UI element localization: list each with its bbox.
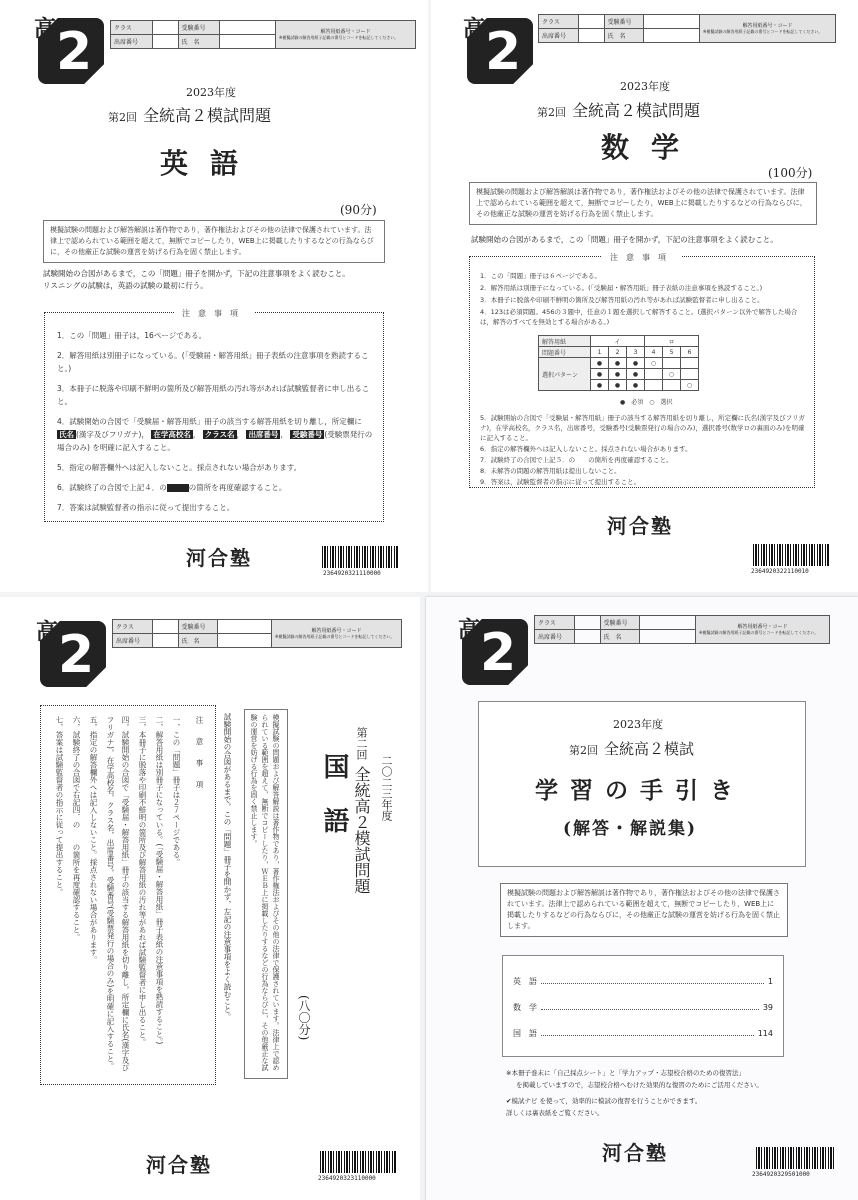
seat-label: 出席番号 [113, 634, 153, 648]
note-1: 1．この「問題」冊子は，16ページである。 [57, 331, 207, 340]
toc-subject: 国 語 [513, 1028, 537, 1038]
notes-title: 注意事項 [602, 253, 682, 262]
hl-exam: 受験番号 [292, 430, 323, 439]
qnum: 1 [591, 347, 609, 358]
note-4-exam: (受験票発行の場合のみ) [57, 430, 373, 452]
seat-field[interactable] [574, 630, 600, 644]
toc-row[interactable] [513, 968, 773, 994]
legend-required: ● 必須 [620, 399, 644, 406]
seat-label: 出席番号 [111, 35, 153, 49]
english-cover [0, 0, 428, 592]
code-box [696, 616, 830, 644]
seat-label: 出席番号 [535, 630, 575, 644]
instruction-lead: 試験開始の合図があるまで，この「問題」冊子を開かず，下記の注意事項をよく読むこと。 [43, 269, 350, 278]
guide-subtitle: (解答・解説集) [563, 819, 698, 839]
seat-label: 出席番号 [539, 29, 579, 43]
name-label: 氏 名 [178, 35, 220, 49]
class-label: クラス [535, 616, 575, 630]
note-9: 9．答案は，試験監督者の指示に従って提出すること。 [480, 478, 641, 486]
math-cover [431, 0, 858, 592]
grade-kanji: 高 [36, 619, 59, 645]
code-note: ※模擬試験の解答用紙子記載の番号とコードを転記してください。 [275, 633, 395, 639]
footnote-3: ✔模試ナビ を使って，効率的に模試の復習を行うことができます。 [506, 1097, 702, 1105]
qnum: 5 [663, 347, 681, 358]
name-field[interactable] [218, 634, 272, 648]
title-frame [478, 701, 806, 867]
req-dot: ● [609, 380, 627, 391]
note-1: 1．この「問題」冊子は６ページである。 [480, 272, 602, 280]
guide-title: 学習の手引き [535, 777, 745, 804]
grade-number: 2 [58, 625, 95, 685]
note-7: 7．答案は試験監督者の指示に従って提出すること。 [57, 503, 235, 512]
sel-dot: ○ [681, 380, 699, 391]
req-dot: ● [627, 380, 645, 391]
exam-round [350, 727, 373, 894]
note-6: 六，試験終了の合図で右記四．の の箇所を再度確認すること。 [72, 716, 81, 941]
copyright-notice: 模擬試験の問題および解答解説は著作物であり，著作権法およびその他の法律で保護されています。法律上で認められている範囲を超えて，無断でコピーしたり，ＷＥＢ上に掲載したりするなどの行為ならびに，その他厳正な試験の運営を妨げる行為を固く禁止します。 [244, 709, 288, 1079]
exam-year: 2023年度 [620, 80, 670, 93]
req-dot: ● [609, 369, 627, 380]
copyright-notice: 模擬試験の問題および解答解説は著作物であり，著作権法およびその他の法律で保護されています。法律上で認められている範囲を超えて，無断でコピーしたり，WEB上に掲載したりするなどの行為ならびに，その他厳正な試験の運営を妨げる行為を固く禁止します。 [500, 883, 788, 937]
notes-box [469, 253, 815, 488]
req-dot: ● [591, 369, 609, 380]
note-7: 七，答案は試験監督者の指示に従って提出すること。 [55, 716, 64, 896]
name-field[interactable] [644, 29, 700, 43]
req-dot: ● [627, 358, 645, 369]
grade-number: 2 [480, 623, 517, 683]
subject-title: 数学 [601, 131, 702, 164]
class-field[interactable] [578, 15, 604, 29]
note-2: 2．解答用紙は別冊子になっている。(「受験届・解答用紙」冊子表紙の注意事項を熟読すること。) [57, 351, 369, 373]
exam-no-field[interactable] [220, 21, 276, 35]
exam-no-label: 受験番号 [178, 21, 220, 35]
sel-dot: ○ [663, 369, 681, 380]
hl-school: 在学高校名 [153, 430, 191, 439]
footnote-1: ※本冊子巻末に「自己採点シート」と「学力アップ・志望校合格のための復習法」 [506, 1069, 745, 1077]
toc-subject: 英 語 [513, 976, 537, 986]
grade-badge [456, 613, 528, 685]
class-field[interactable] [574, 616, 600, 630]
round-number: 第2回 [537, 106, 566, 119]
note-6: 6．指定の解答欄外へは記入しないこと。採点されない場合があります。 [480, 445, 692, 453]
grade-kanji: 高 [34, 16, 57, 42]
round-number: 第2回 [569, 744, 598, 757]
student-info-table [112, 619, 402, 648]
grade-badge [32, 12, 104, 84]
exam-minutes: (90分) [340, 203, 377, 217]
seat-field[interactable] [152, 634, 178, 648]
qnum: 6 [681, 347, 699, 358]
req-dot: ● [591, 358, 609, 369]
hl-name: 氏名 [59, 430, 74, 439]
hl-class: クラス名 [204, 430, 235, 439]
exam-round [108, 103, 271, 126]
pattern-label: 選択パターン [539, 358, 591, 391]
exam-year: 二〇二三年度 [380, 755, 393, 821]
toc-page: 39 [762, 1002, 773, 1012]
barcode-number: 2364920322110010 [751, 568, 809, 575]
legend [620, 397, 673, 406]
instruction-lead: 試験開始の合図があるまで，この「問題」冊子を開かず，下記の注意事項をよく読むこと。 [471, 235, 778, 244]
publisher-logo: 河合塾 [607, 514, 673, 538]
student-info-table [534, 615, 830, 644]
round-number: 第2回 [108, 111, 137, 124]
round-title: 全統高２模試問題 [143, 106, 272, 125]
round-title: 全統高２模試 [604, 740, 695, 758]
note-3: 3．本冊子に脱落や印刷不鮮明の箇所及び解答用紙の汚れ等があれば試験監督者に申し出ること。 [480, 296, 764, 304]
exam-no-label: 受験番号 [604, 15, 644, 29]
exam-minutes: (100分) [768, 166, 813, 180]
note-7: 7．試験終了の合図で上記５．の の箇所を再度確認すること。 [480, 456, 673, 464]
note-4-kanji: (漢字及びフリガナ)， [76, 430, 149, 439]
grade-kanji: 高 [463, 16, 486, 42]
seat-field[interactable] [152, 35, 178, 49]
name-field[interactable] [640, 630, 696, 644]
code-note: ※模擬試験の解答用紙子記載の番号とコードを転記してください。 [279, 34, 399, 40]
grade-number: 2 [485, 22, 522, 82]
round-number: 第二回 [355, 727, 368, 760]
code-box [700, 15, 836, 43]
grade-badge [34, 615, 106, 687]
exam-year: 2023年度 [613, 718, 663, 731]
toc-row[interactable] [513, 1020, 773, 1046]
note-2: 2．解答用紙は別冊子になっている。(「受験届・解答用紙」冊子表紙の注意事項を熟読すること。) [480, 284, 763, 292]
note-2: 二，解答用紙は別冊子になっている。(「受験届・解答用紙」冊子表紙の注意事項を熟読すること。) [155, 716, 164, 1045]
sel-dot: ○ [645, 358, 663, 369]
note-6 [57, 481, 373, 494]
grade-badge [461, 12, 533, 84]
toc-subject: 数 学 [513, 1002, 537, 1012]
barcode-number: 2364920329501000 [752, 1171, 810, 1178]
hl-seat: 出席番号 [248, 430, 279, 439]
grade-number: 2 [56, 22, 93, 82]
exam-round [537, 98, 700, 121]
publisher-logo: 河合塾 [146, 1153, 212, 1177]
toc-row[interactable] [513, 994, 773, 1020]
exam-round [569, 738, 694, 759]
publisher-logo: 河合塾 [186, 546, 252, 570]
note-4: 四，試験開始の合図で「受験届・解答用紙」冊子の該当する解答用紙を切り離し，所定欄に氏名(漢字及びフリガナ)，在学高校名，クラス名，出席番号，受験番号(受験票発行の場合のみ)を明確に記入すること。 [106, 716, 130, 1072]
code-note: ※模擬試験の解答用紙子記載の番号とコードを転記してください。 [703, 28, 823, 34]
class-label: クラス [111, 21, 153, 35]
sheet-label: 解答用紙 [539, 336, 591, 347]
grade-kanji: 高 [458, 617, 481, 643]
code-title: 解答用紙番号・コード [737, 623, 788, 630]
seat-field[interactable] [578, 29, 604, 43]
round-title: 全統高２模試問題 [572, 101, 701, 120]
subject-title: 国語 [319, 753, 349, 861]
exam-no-label: 受験番号 [178, 620, 218, 634]
name-label: 氏 名 [600, 630, 640, 644]
note-3: 3．本冊子に脱落や印刷不鮮明の箇所及び解答用紙の汚れ等があれば試験監督者に申し出ること。 [57, 384, 370, 406]
exam-no-field[interactable] [640, 616, 696, 630]
qnum: 3 [627, 347, 645, 358]
notes-title: 注意事項 [195, 716, 204, 802]
col-i: イ [591, 336, 645, 347]
note-3: 三，本冊子に脱落や印刷不鮮明の箇所及び解答用紙の汚れ等があれば試験監督者に申し出ること。 [138, 716, 147, 1046]
class-field[interactable] [152, 21, 178, 35]
code-box [272, 620, 402, 648]
table-of-contents [502, 955, 784, 1057]
exam-minutes: (八〇分) [297, 995, 311, 1041]
class-label: クラス [113, 620, 153, 634]
student-info-table [538, 14, 836, 43]
barcode-number: 2364920323110000 [318, 1175, 376, 1182]
toc-page: 1 [767, 976, 773, 986]
note-4-tail: を明確に記入すること。 [92, 443, 175, 452]
note-8: 8．未解答の問題の解答用紙は提出しないこと。 [480, 467, 621, 475]
notes-box [40, 705, 216, 1085]
barcode-number: 2364920321110000 [323, 570, 381, 577]
exam-no-field[interactable] [644, 15, 700, 29]
barcode [756, 1147, 836, 1169]
exam-no-field[interactable] [218, 620, 272, 634]
note-1: 一，この「問題」冊子は２７ページである。 [172, 716, 181, 866]
barcode [322, 546, 398, 568]
barcode [753, 544, 829, 566]
instruction-lead: 試験開始の合図があるまで，この「問題」冊子を開かず，左記の注意事項をよく読むこと。 [223, 713, 232, 1021]
listening-note: リスニングの試験は，英語の試験の最初に行う。 [43, 281, 208, 290]
col-ro: ロ [645, 336, 699, 347]
student-info-table [110, 20, 416, 49]
copyright-notice: 模擬試験の問題および解答解説は著作物であり，著作権法およびその他の法律で保護されています。法律上で認められている範囲を超えて，無断でコピーしたり，WEB上に掲載したりするなどの行為ならびに，その他厳正な試験の運営を妨げる行為を固く禁止します。 [43, 220, 385, 263]
copyright-notice: 模擬試験の問題および解答解説は著作物であり，著作権法およびその他の法律で保護されています。法律上で認められている範囲を超えて，無断でコピーしたり，WEB上に掲載したりするなどの行為ならびに，その他厳正な試験の運営を妨げる行為を固く禁止します。 [469, 182, 817, 225]
code-note: ※模擬試験の解答用紙子記載の番号とコードを転記してください。 [699, 629, 819, 635]
subject-title: 英語 [160, 147, 261, 180]
barcode [320, 1151, 396, 1173]
code-title: 解答用紙番号・コード [742, 22, 793, 29]
exam-no-label: 受験番号 [600, 616, 640, 630]
notes-box [44, 309, 384, 522]
japanese-cover [0, 597, 420, 1200]
footnote-4: 詳しくは裏表紙をご覧ください。 [506, 1109, 604, 1117]
guide-cover [426, 597, 858, 1200]
note-4: 4．試験開始の合図で「受験届・解答用紙」冊子の該当する解答用紙を切り離し，所定欄に 氏名 (漢字及びフリガナ)， 在学高校名 ， クラス名 ， 出席番号 ， 受験番号 (受験票発行の場合のみ) を明確に記入すること。 [57, 417, 373, 452]
class-label: クラス [539, 15, 579, 29]
round-title: 全統高２模試問題 [352, 766, 371, 894]
qnum: 4 [645, 347, 663, 358]
code-box [276, 21, 416, 49]
notes-title: 注意事項 [174, 309, 254, 318]
toc-page: 114 [757, 1028, 773, 1038]
code-title: 解答用紙番号・コード [320, 28, 371, 35]
note-4: 4．123は必須問題。456の３題中，任意の１題を選択して解答すること。(選択パターン以外で解答した場合は，解答のすべてを無効とする場合がある。) [480, 308, 798, 326]
redacted-block [167, 484, 189, 492]
publisher-logo: 河合塾 [602, 1141, 668, 1165]
class-field[interactable] [152, 620, 178, 634]
footnote-2: を掲載していますので，志望校合格へむけた効果的な復習のためにご活用ください。 [516, 1081, 763, 1089]
qnum-label: 問題番号 [539, 347, 591, 358]
note-5: 五，指定の解答欄外へは記入しないこと。採点されない場合があります。 [89, 716, 98, 964]
note-5: 5．指定の解答欄外へは記入しないこと。採点されない場合があります。 [57, 463, 302, 472]
name-label: 氏 名 [178, 634, 218, 648]
note-4-lead: 4．試験開始の合図で「受験届・解答用紙」冊子の該当する解答用紙を切り離し，所定欄に [57, 417, 362, 426]
legend-select: ○ 選択 [649, 399, 673, 406]
note-6-tail: の箇所を再度確認すること。 [188, 483, 287, 492]
exam-year: 2023年度 [186, 86, 236, 99]
code-title: 解答用紙番号・コード [311, 627, 362, 634]
req-dot: ● [591, 380, 609, 391]
name-label: 氏 名 [604, 29, 644, 43]
note-6-lead: 6．試験終了の合図で上記４．の [57, 483, 167, 492]
name-field[interactable] [220, 35, 276, 49]
selection-pattern-table [538, 335, 699, 391]
req-dot: ● [609, 358, 627, 369]
note-5: 5．試験開始の合図で「受験届・解答用紙」冊子の該当する解答用紙を切り離し，所定欄に氏名(漢字及びフリガナ)，在学高校名，クラス名，出席番号，受験番号(受験票発行の場合のみ)，選択番号(数学ロの裏面のみ)を明確に記入すること。 [480, 414, 805, 442]
qnum: 2 [609, 347, 627, 358]
req-dot: ● [627, 369, 645, 380]
